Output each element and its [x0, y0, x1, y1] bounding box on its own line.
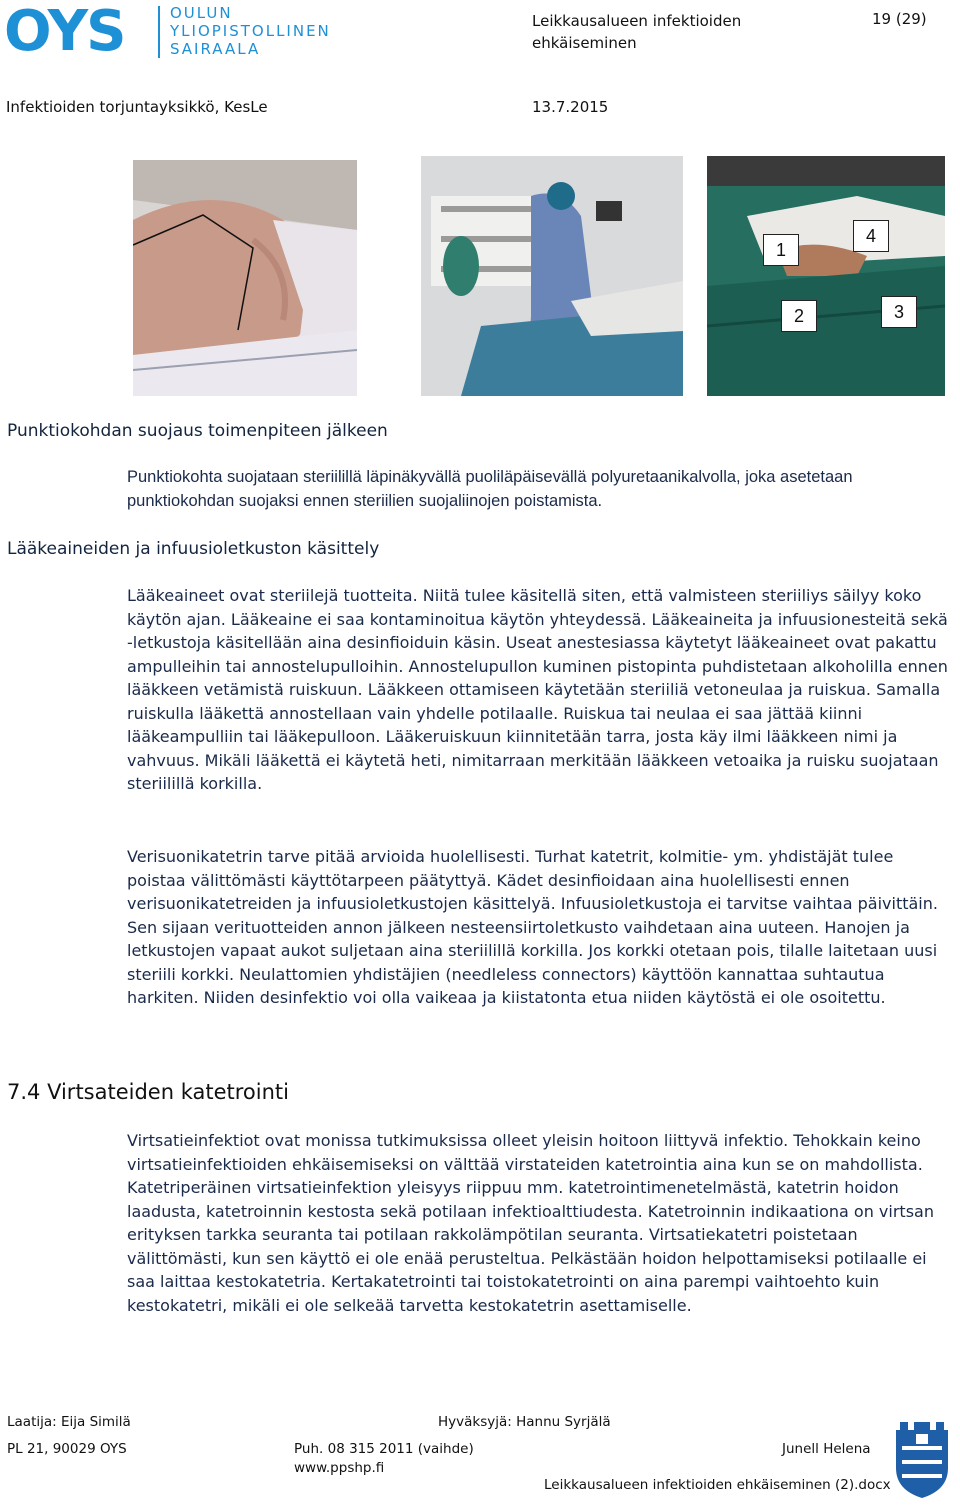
footer-author: Laatija: Eija Similä [7, 1414, 131, 1430]
page-number: 19 (29) [872, 10, 927, 28]
paragraph-puncture-protection: Punktiokohta suojataan steriilillä läpinäkyvällä puoliläpäisevällä polyuretaanikalvolla, joka asetetaan punktiokohdan suojaksi ennen steriilien suojaliinojen poistamista. [127, 468, 853, 510]
org-name-line-1: OULUN [170, 4, 233, 22]
footer-person: Junell Helena [782, 1441, 871, 1457]
paragraph-drug-handling: Lääkeaineet ovat steriilejä tuotteita. Niitä tulee käsitellä siten, että valmisteen steriiliys säilyy koko käytön ajan. Lääkeaine ei saa kontaminoitua käytön yhteydessä. Lääkeaineita ja infuusionesteitä sekä -letkustoja käsitellään aina desinfioiduin käsin. Useat anestesiassa käytetyt lääkeaineet ovat pakattu ampulleihin tai annostelupulloihin. Annostelupullon kuminen pistopinta puhdistetaan alkoholilla ennen lääkkeen vetämistä ruiskuun. Lääkkeen ottamiseen käytetään steriiliä vetoneulaa ja ruiskua. Samalla ruiskulla lääkettä annostellaan vain yhdelle potilaalle. Ruiskua tai neulaa ei saa jättää kiinni lääkeampulliin tai lääkepulloon. Lääkeruiskuun kiinnitetään tarra, josta käy ilmi lääkkeen nimi ja vahvuus. Mikäli lääkettä ei käytetä heti, nimitarraan merkitään lääkkeen vetoaika ja ruisku suojataan steriilillä korkilla. [127, 586, 948, 793]
heading-puncture-protection: Punktiokohdan suojaus toimenpiteen jälkeen [7, 421, 388, 441]
photo-puncture-site [133, 160, 357, 396]
heading-drug-handling: Lääkeaineiden ja infuusioletkuston käsittely [7, 539, 380, 559]
figure-label-2: 2 [781, 300, 817, 332]
oys-logo: OYS [4, 0, 125, 64]
footer-approver: Hyväksyjä: Hannu Syrjälä [438, 1414, 611, 1430]
footer-website[interactable]: www.ppshp.fi [294, 1460, 385, 1476]
paragraph-urinary-catheterization: Virtsatieinfektiot ovat monissa tutkimuksissa olleet yleisin hoitoon liittyvä infektio. Tehokkain keino virtsatieinfektioiden ehkäisemiseksi on välttää virstateiden katetrointia aina kun se on mahdollista. Katetriperäinen virtsatieinfektion yleisyys riippuu mm. katetrointimenetelmästä, katetrin hoidon laadusta, katetroinnin kestosta sekä potilaan infektioalttiudesta. Katetroinnin indikaationa on virtsan erityksen tarkka seuranta tai potilaan rakkolämpötilan seuranta. Virtsatiekatetri poistetaan välittömästi, kun sen käyttö ei ole enää perusteltua. Pelkästään hoidon helpottamiseksi potilaalle ei saa laittaa kestokatetria. Kertakatetrointi tai toistokatetrointi on aina parempi vaihtoehto kuin kestokatetri, mikäli ei ole selkeää tarvetta kestokatetrin asettamiselle. [127, 1131, 934, 1315]
unit-name: Infektioiden torjuntayksikkö, KesLe [6, 98, 268, 116]
photo-sterile-drapes [707, 156, 945, 396]
footer-address: PL 21, 90029 OYS [7, 1441, 127, 1457]
paragraph-vascular-catheter: Verisuonikatetrin tarve pitää arvioida huolellisesti. Turhat katetrit, kolmitie- ym. yhdistäjät tulee poistaa välittömästi käyttötarpeen päätyttyä. Kädet desinfioidaan aina huolellisesti ennen verisuonikatetreiden ja infuusioletkustojen käsittelyä. Infuusioletkustoja ei tarvitse vaihtaa päivittäin. Sen sijaan verituotteiden annon jälkeen nesteensiirtoletkusto vaihdetaan aina uuteen. Hanojen ja letkustojen vapaat aukot suljetaan aina steriilillä korkilla. Jos korkki otetaan pois, tilalle laitetaan uusi steriili korkki. Neulattomien yhdistäjien (needleless connectors) käyttöön kannattaa suhtautua harkiten. Niiden desinfektio voi olla vaikeaa ja kiistatonta etua niiden käytöstä ei ole osoitettu. [127, 847, 938, 1007]
document-date: 13.7.2015 [532, 98, 609, 116]
coat-of-arms-icon [892, 1418, 952, 1500]
photo-operating-room [421, 156, 683, 396]
org-name-line-2: YLIOPISTOLLINEN [170, 22, 331, 40]
footer-filename: Leikkausalueen infektioiden ehkäiseminen (2).docx [544, 1477, 891, 1493]
organization-name [170, 4, 331, 58]
org-name-line-3: SAIRAALA [170, 40, 261, 58]
logo-divider [158, 6, 160, 58]
footer-phone: Puh. 08 315 2011 (vaihde) [294, 1441, 474, 1457]
figure-label-3: 3 [881, 296, 917, 328]
figure-label-1: 1 [763, 234, 799, 266]
heading-urinary-catheterization: 7.4 Virtsateiden katetrointi [7, 1080, 289, 1104]
figure-label-4: 4 [853, 220, 889, 252]
document-title: Leikkausalueen infektioiden ehkäiseminen [532, 12, 742, 52]
